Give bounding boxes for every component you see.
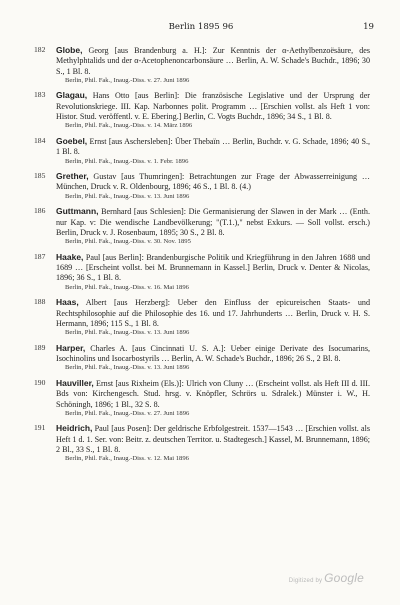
bibliography-entry xyxy=(34,297,370,337)
running-header xyxy=(36,22,374,36)
dissertation-note: Berlin, Phil. Fak., Inaug.-Diss. v. 13. Juni 1896 xyxy=(65,192,190,200)
bibliography-entry xyxy=(34,90,370,130)
entry-text xyxy=(56,252,370,284)
entry-description: Ernst [aus Rixheim (Els.)]: Ulrich von Cluny … (Erscheint vollst. als Heft III d. III. Bds von: Kirchengesch. Stud. hrsg. v. Knöpfler, Schrörs u. Sdralek.) Münster i. W., H. Schöningh, 1896; 1 Bl., 32 S. 8. xyxy=(56,378,370,409)
entry-text xyxy=(56,90,370,122)
dissertation-note: Berlin, Phil. Fak., Inaug.-Diss. v. 30. Nov. 1895 xyxy=(65,238,191,246)
entry-number: 185 xyxy=(34,171,46,181)
author-name: Hauviller, xyxy=(56,377,94,388)
bibliography-list xyxy=(34,45,370,469)
dissertation-note: Berlin, Phil. Fak., Inaug.-Diss. v. 1. Febr. 1896 xyxy=(65,157,189,165)
entry-number: 188 xyxy=(34,297,46,307)
author-name: Glagau, xyxy=(56,90,88,101)
entry-number: 191 xyxy=(34,423,46,433)
entry-text xyxy=(56,378,370,410)
author-name: Heidrich, xyxy=(56,423,93,434)
entry-description: Paul [aus Berlin]: Brandenburgische Politik und Kriegführung in den Jahren 1688 und 1689 … [Erscheint vollst. bei M. Brunnemann in Kassel.] Berlin, Druck v. Denter & Nicolas, 1896; 36 S., 1 Bl. 8. xyxy=(56,252,370,283)
bibliography-entry xyxy=(34,252,370,292)
author-name: Haake, xyxy=(56,251,84,262)
entry-description: Charles A. [aus Cincinnati U. S. A.]: Ueber einige Derivate des Isocumarins, Isochinolins und Isocarbostyrils … Berlin, A. W. Schade's Buchdr., 1896; 26 S., 2 Bl. 8. xyxy=(56,343,370,364)
entry-description: Georg [aus Brandenburg a. H.]: Zur Kenntnis der α-Aethylbenzoësäure, des Methylphtalids und der α-Acetophenoncarbonsäure … Berlin, A. W. Schade's Buchdr., 1896; 30 S., 1 Bl. 8. xyxy=(56,46,370,76)
author-name: Grether, xyxy=(56,171,89,182)
bibliography-entry xyxy=(34,423,370,463)
entry-number: 189 xyxy=(34,342,46,352)
entry-description: Bernhard [aus Schlesien]: Die Germanisierung der Slawen in der Mark … (Enth. nur Kap. v: Die wendische Landbevölkerung; "(T.1.)," nebst Exkurs. — Soll vollst. ersch.) Berlin, Druck v. J. Rosenbaum, 1895; 30 S., 2 Bl. 8. xyxy=(56,207,370,237)
entry-number: 184 xyxy=(34,135,46,145)
watermark-prefix: Digitized by xyxy=(288,578,323,584)
bibliography-entry xyxy=(34,343,370,373)
dissertation-note: Berlin, Phil. Fak., Inaug.-Diss. v. 14. März 1896 xyxy=(65,122,193,130)
page-number: 19 xyxy=(363,22,374,32)
bibliography-entry xyxy=(34,206,370,246)
bibliography-entry xyxy=(34,171,370,201)
bibliography-entry xyxy=(34,378,370,418)
entry-text xyxy=(56,45,370,77)
entry-number: 187 xyxy=(34,251,46,261)
entry-text xyxy=(56,423,370,455)
dissertation-note: Berlin, Phil. Fak., Inaug.-Diss. v. 27. Juni 1896 xyxy=(65,409,190,417)
dissertation-note: Berlin, Phil. Fak., Inaug.-Diss. v. 13. Juni 1896 xyxy=(65,329,190,337)
entry-text xyxy=(56,206,370,238)
header-title: Berlin 1895 96 xyxy=(168,22,234,32)
bibliography-entry xyxy=(34,136,370,166)
dissertation-note: Berlin, Phil. Fak., Inaug.-Diss. v. 13. Juni 1896 xyxy=(65,364,190,372)
bibliography-entry xyxy=(34,45,370,85)
dissertation-note: Berlin, Phil. Fak., Inaug.-Diss. v. 12. Mai 1896 xyxy=(65,455,189,463)
entry-description: Ernst [aus Aschersleben]: Über Thebaïn … Berlin, Buchdr. v. G. Schade, 1896; 40 S., 1 Bl. 8. xyxy=(56,136,370,157)
watermark-brand: Google xyxy=(324,571,364,585)
dissertation-note: Berlin, Phil. Fak., Inaug.-Diss. v. 27. Juni 1896 xyxy=(65,76,190,84)
entry-text xyxy=(56,136,370,158)
entry-number: 186 xyxy=(34,206,46,216)
author-name: Harper, xyxy=(56,342,86,353)
entry-description: Paul [aus Posen]: Der geldrische Erbfolgestreit. 1537—1543 … [Erschien vollst. als Heft 1 d. 1. Ser. von: Beitr. z. deutschen Territor. u. Stadtegesch.] Kassel, M. Brunnemann, 1896; 2 Bl., 33 S., 1 Bl. 8. xyxy=(56,424,370,455)
author-name: Globe, xyxy=(56,45,83,55)
entry-text xyxy=(56,343,370,365)
dissertation-note: Berlin, Phil. Fak., Inaug.-Diss. v. 16. Mai 1896 xyxy=(65,283,189,291)
entry-text xyxy=(56,171,370,193)
entry-number: 183 xyxy=(34,90,46,100)
author-name: Guttmann, xyxy=(56,206,99,217)
entry-description: Hans Otto [aus Berlin]: Die französische Legislative und der Ursprung der Revolutionskriege. III. Kap. Narbonnes polit. Programm … [Erschien vollst. als Heft 1 von: Histor. Stud. veröffentl. v. E. Ebering.] Berlin, C. Vogts Buchdr., 1896; 34 S., 1 Bl. 8. xyxy=(56,91,370,122)
entry-description: Albert [aus Herzberg]: Ueber den Einfluss der epicureischen Staats- und Rechtsphilosophie auf die Philosophie des 16. und 17. Jahrhunderts … Berlin, Druck v. H. S. Hermann, 1896; 115 S., 1 Bl. 8. xyxy=(56,298,370,328)
entry-number: 182 xyxy=(34,45,46,54)
entry-description: Gustav [aus Thumringen]: Betrachtungen zur Frage der Abwasserreinigung … München, Druck v. R. Oldenbourg, 1896; 46 S., 1 Bl. 8. (4.) xyxy=(56,172,370,192)
entry-number: 190 xyxy=(34,377,46,387)
author-name: Haas, xyxy=(56,297,79,308)
author-name: Goebel, xyxy=(56,135,88,146)
digitized-watermark xyxy=(289,571,364,585)
entry-text xyxy=(56,297,370,329)
